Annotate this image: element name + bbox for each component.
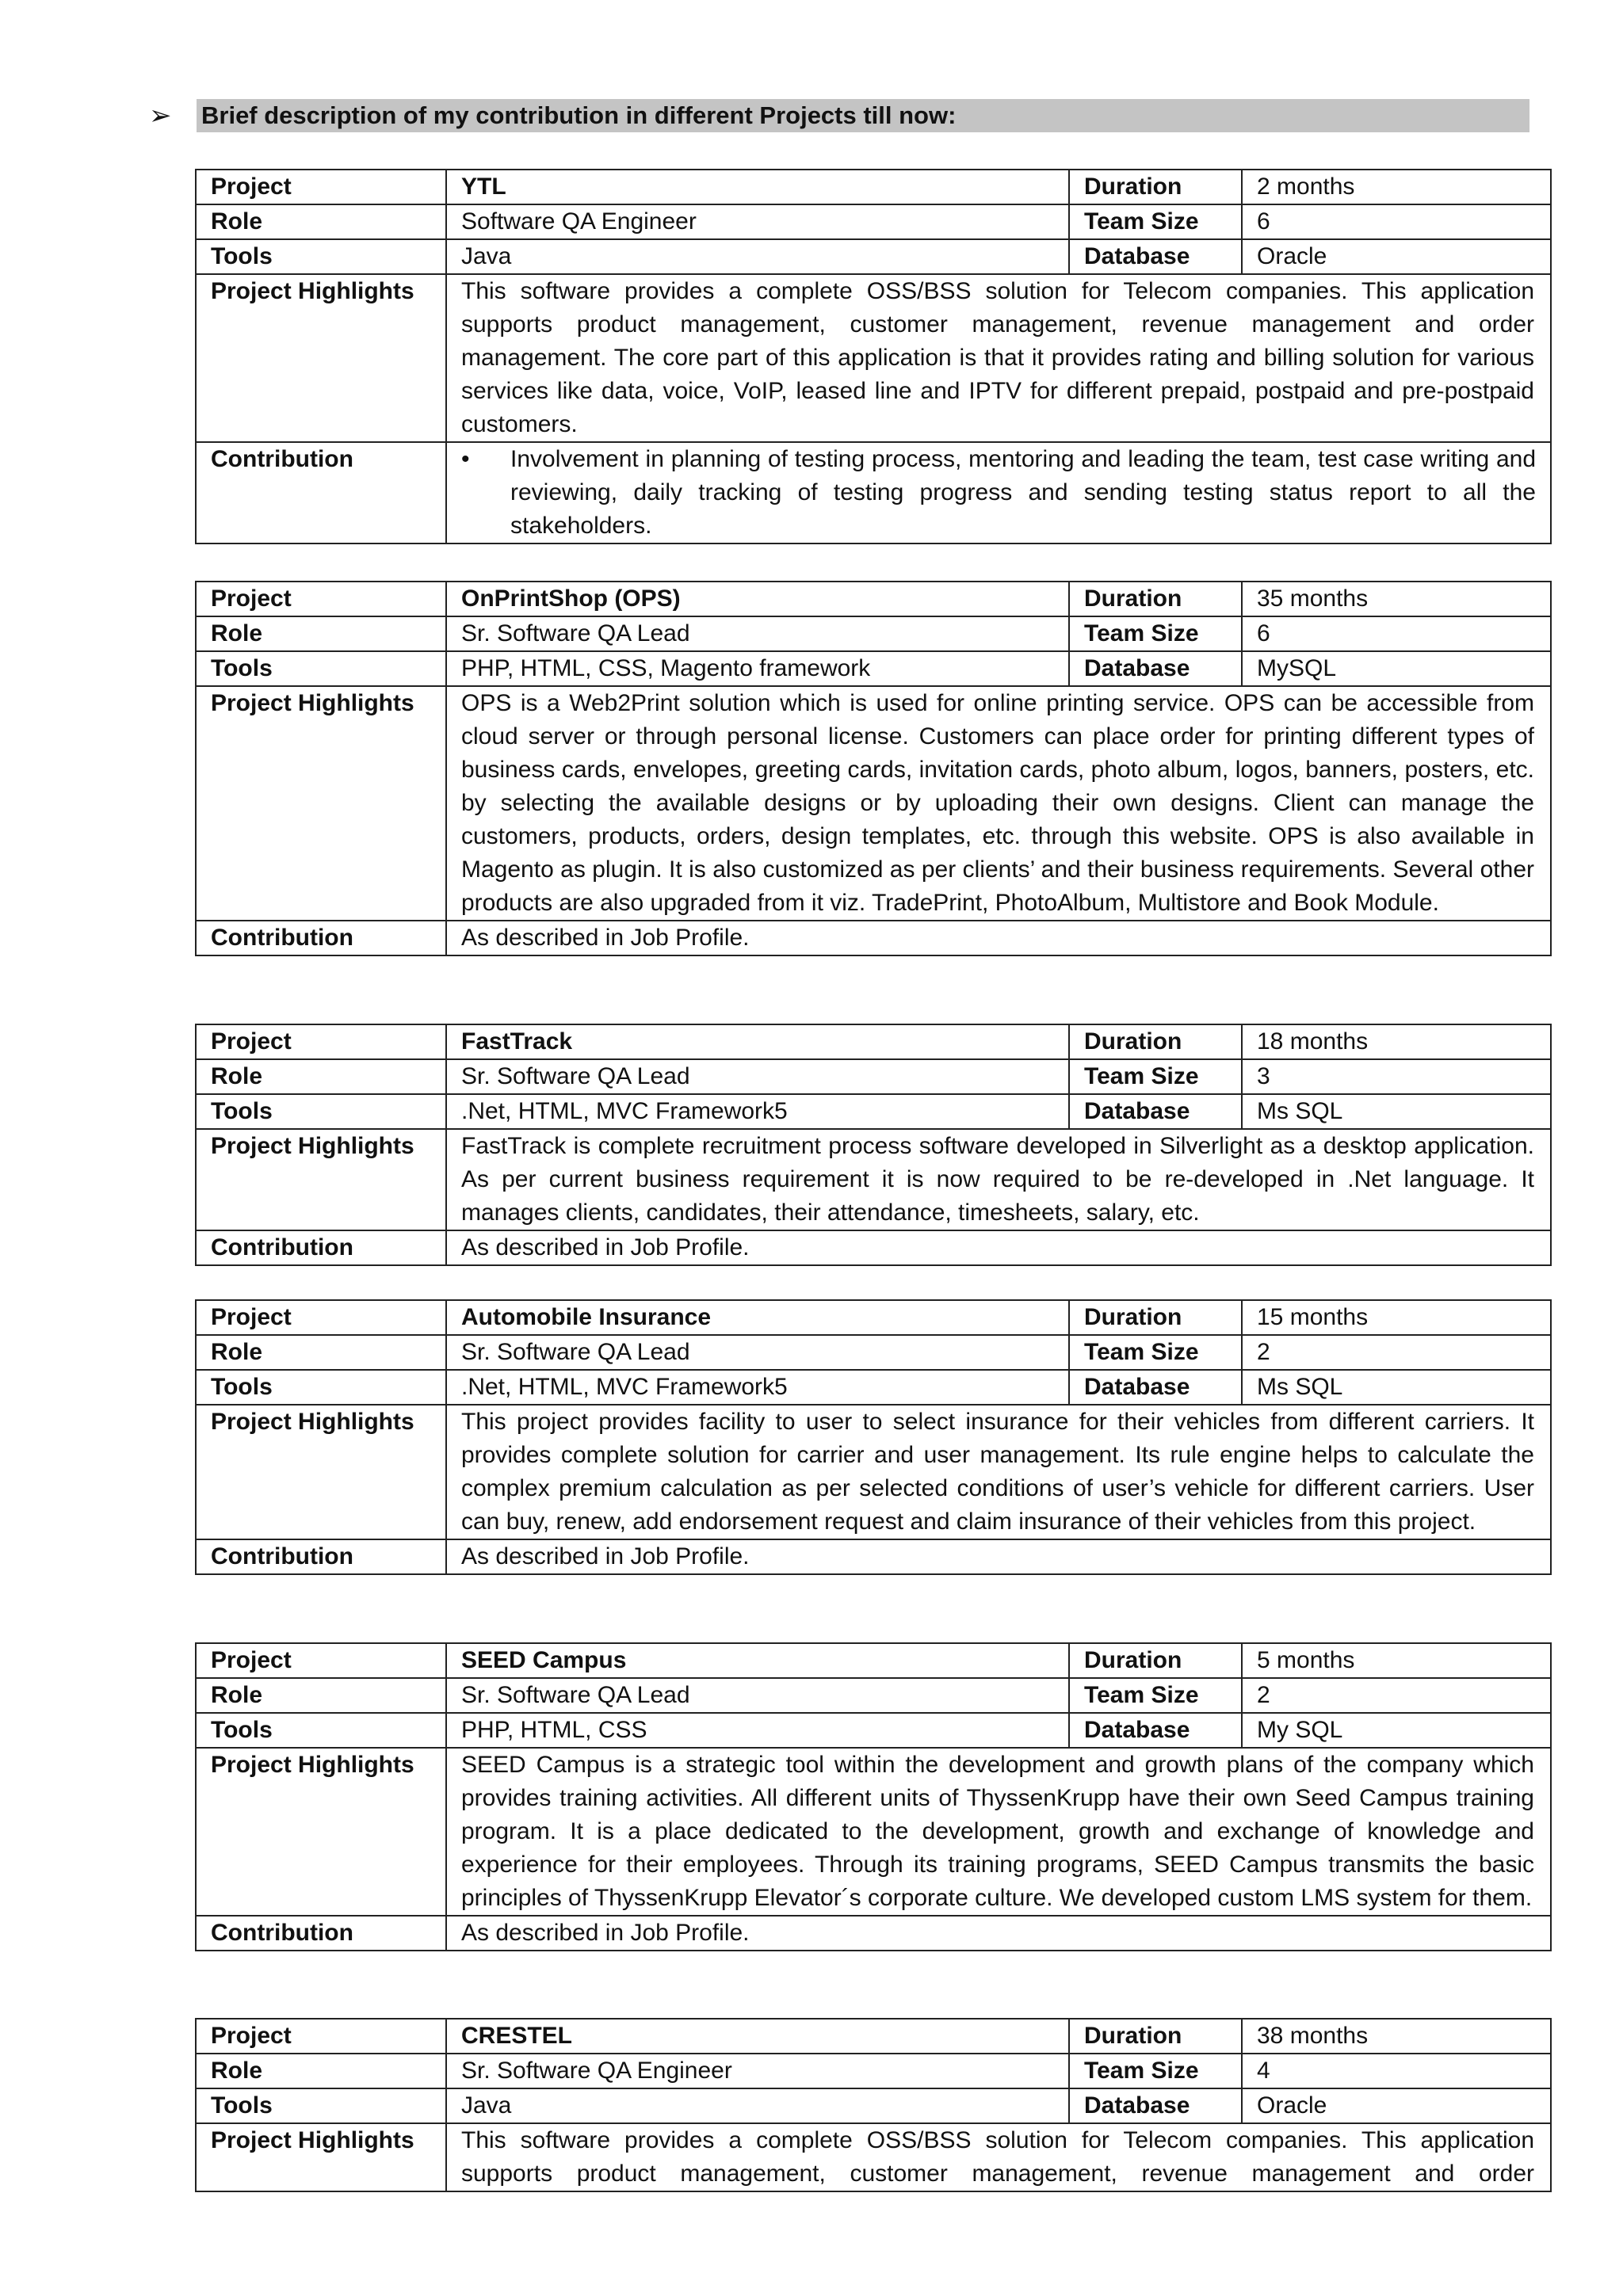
highlights-label: Project Highlights [196,686,446,921]
section-heading [149,99,1528,132]
team-size-label: Team Size [1069,616,1242,651]
team-size-value: 6 [1242,204,1551,239]
team-size-value: 6 [1242,616,1551,651]
project-label: Project [196,582,446,616]
contribution-text: As described in Job Profile. [446,1916,1551,1951]
project-label: Project [196,1643,446,1678]
highlights-row [196,1405,1551,1539]
tools-value: .Net, HTML, MVC Framework5 [446,1094,1069,1129]
section-heading-text: Brief description of my contribution in different Projects till now: [197,99,1529,132]
contribution-label: Contribution [196,1539,446,1574]
database-label: Database [1069,651,1242,686]
contribution-cell [446,442,1551,543]
database-value: My SQL [1242,1713,1551,1748]
role-label: Role [196,204,446,239]
team-size-value: 2 [1242,1678,1551,1713]
project-row [196,1024,1551,1059]
tools-label: Tools [196,1713,446,1748]
tools-label: Tools [196,1370,446,1405]
highlights-row [196,686,1551,921]
role-value: Sr. Software QA Lead [446,616,1069,651]
highlights-label: Project Highlights [196,1748,446,1916]
role-label: Role [196,1335,446,1370]
highlights-row [196,1748,1551,1916]
project-name: OnPrintShop (OPS) [446,582,1069,616]
project-row [196,2019,1551,2054]
project-label: Project [196,1300,446,1335]
contribution-text: As described in Job Profile. [446,1539,1551,1574]
database-value: Ms SQL [1242,1370,1551,1405]
role-label: Role [196,2054,446,2088]
project-table-fasttrack [195,1024,1552,1266]
team-size-label: Team Size [1069,1059,1242,1094]
duration-value: 15 months [1242,1300,1551,1335]
project-table-seed-campus [195,1642,1552,1951]
team-size-value: 4 [1242,2054,1551,2088]
highlights-row [196,1129,1551,1230]
highlights-label: Project Highlights [196,274,446,442]
tools-label: Tools [196,239,446,274]
project-name: FastTrack [446,1024,1069,1059]
database-value: Oracle [1242,239,1551,274]
role-value: Sr. Software QA Lead [446,1678,1069,1713]
contribution-row [196,1916,1551,1951]
team-size-value: 3 [1242,1059,1551,1094]
team-size-label: Team Size [1069,2054,1242,2088]
arrow-bullet-icon: ➢ [149,101,172,131]
highlights-row [196,2123,1551,2191]
tools-row [196,239,1551,274]
database-label: Database [1069,1094,1242,1129]
project-row [196,582,1551,616]
project-table-ops [195,581,1552,956]
tools-label: Tools [196,651,446,686]
project-table-crestel [195,2018,1552,2192]
team-size-label: Team Size [1069,1678,1242,1713]
contribution-label: Contribution [196,921,446,955]
duration-value: 18 months [1242,1024,1551,1059]
project-label: Project [196,170,446,204]
tools-value: PHP, HTML, CSS [446,1713,1069,1748]
role-row [196,2054,1551,2088]
highlights-text: OPS is a Web2Print solution which is used for online printing service. OPS can be accessible from cloud server or through personal license. Customers can place order for printing different types of business cards, envelopes, greeting cards, invitation cards, photo album, logos, banners, posters, etc. by selecting the available designs or by uploading their own designs. Client can manage the customers, products, orders, design templates, etc. through this website. OPS is also available in Magento as plugin. It is also customized as per clients’ and their business requirements. Several other products are also upgraded from it viz. TradePrint, PhotoAlbum, Multistore and Book Module. [446,686,1551,921]
highlights-label: Project Highlights [196,1405,446,1539]
tools-value: .Net, HTML, MVC Framework5 [446,1370,1069,1405]
tools-label: Tools [196,2088,446,2123]
contribution-text: As described in Job Profile. [446,921,1551,955]
role-row [196,204,1551,239]
highlights-text: This software provides a complete OSS/BSS solution for Telecom companies. This application supports product management, customer management, revenue management and order [446,2123,1551,2191]
role-row [196,1678,1551,1713]
project-label: Project [196,2019,446,2054]
tools-row [196,2088,1551,2123]
duration-label: Duration [1069,1024,1242,1059]
duration-label: Duration [1069,1300,1242,1335]
tools-row [196,1713,1551,1748]
role-value: Sr. Software QA Lead [446,1335,1069,1370]
tools-label: Tools [196,1094,446,1129]
contribution-row [196,1539,1551,1574]
role-label: Role [196,1059,446,1094]
role-label: Role [196,1678,446,1713]
highlights-text: FastTrack is complete recruitment process software developed in Silverlight as a desktop application. As per current business requirement it is now required to be re-developed in .Net language. It manages clients, candidates, their attendance, timesheets, salary, etc. [446,1129,1551,1230]
project-row [196,1300,1551,1335]
contribution-bullet-item [461,443,1536,543]
contribution-label: Contribution [196,442,446,543]
project-name: YTL [446,170,1069,204]
team-size-label: Team Size [1069,204,1242,239]
project-table-ytl [195,169,1552,544]
contribution-label: Contribution [196,1230,446,1265]
tools-value: Java [446,2088,1069,2123]
duration-value: 2 months [1242,170,1551,204]
tools-value: PHP, HTML, CSS, Magento framework [446,651,1069,686]
duration-label: Duration [1069,170,1242,204]
duration-value: 35 months [1242,582,1551,616]
project-name: Automobile Insurance [446,1300,1069,1335]
database-label: Database [1069,239,1242,274]
role-row [196,1059,1551,1094]
contribution-row [196,1230,1551,1265]
database-value: Ms SQL [1242,1094,1551,1129]
project-label: Project [196,1024,446,1059]
role-value: Sr. Software QA Engineer [446,2054,1069,2088]
duration-value: 5 months [1242,1643,1551,1678]
highlights-text: SEED Campus is a strategic tool within the development and growth plans of the company which provides training activities. All different units of ThyssenKrupp have their own Seed Campus training program. It is a place dedicated to the development, growth and exchange of knowledge and experience for their employees. Through its training programs, SEED Campus transmits the basic principles of ThyssenKrupp Elevator´s corporate culture. We developed custom LMS system for them. [446,1748,1551,1916]
tools-row [196,1370,1551,1405]
project-table-automobile-insurance [195,1299,1552,1575]
duration-label: Duration [1069,1643,1242,1678]
project-name: SEED Campus [446,1643,1069,1678]
team-size-value: 2 [1242,1335,1551,1370]
contribution-row [196,442,1551,543]
duration-label: Duration [1069,582,1242,616]
contribution-label: Contribution [196,1916,446,1951]
bullet-icon: • [461,446,470,472]
role-value: Software QA Engineer [446,204,1069,239]
tools-row [196,651,1551,686]
database-label: Database [1069,1370,1242,1405]
highlights-text: This project provides facility to user to select insurance for their vehicles from different carriers. It provides complete solution for carrier and user management. Its rule engine helps to calculate the complex premium calculation as per selected conditions of user’s vehicle for different carriers. User can buy, renew, add endorsement request and claim insurance of their vehicles from this project. [446,1405,1551,1539]
duration-label: Duration [1069,2019,1242,2054]
team-size-label: Team Size [1069,1335,1242,1370]
tools-value: Java [446,239,1069,274]
duration-value: 38 months [1242,2019,1551,2054]
highlights-label: Project Highlights [196,2123,446,2191]
database-value: Oracle [1242,2088,1551,2123]
project-row [196,1643,1551,1678]
project-name: CRESTEL [446,2019,1069,2054]
highlights-text: This software provides a complete OSS/BSS solution for Telecom companies. This application supports product management, customer management, revenue management and order management. The core part of this application is that it provides rating and billing solution for various services like data, voice, VoIP, leased line and IPTV for different prepaid, postpaid and pre-postpaid customers. [446,274,1551,442]
role-label: Role [196,616,446,651]
role-row [196,1335,1551,1370]
database-value: MySQL [1242,651,1551,686]
contribution-text: Involvement in planning of testing process, mentoring and leading the team, test case writing and reviewing, daily tracking of testing progress and sending testing status report to all the stakeholders. [510,446,1536,539]
database-label: Database [1069,2088,1242,2123]
contribution-text: As described in Job Profile. [446,1230,1551,1265]
role-row [196,616,1551,651]
tools-row [196,1094,1551,1129]
highlights-label: Project Highlights [196,1129,446,1230]
role-value: Sr. Software QA Lead [446,1059,1069,1094]
highlights-row [196,274,1551,442]
project-row [196,170,1551,204]
contribution-row [196,921,1551,955]
database-label: Database [1069,1713,1242,1748]
